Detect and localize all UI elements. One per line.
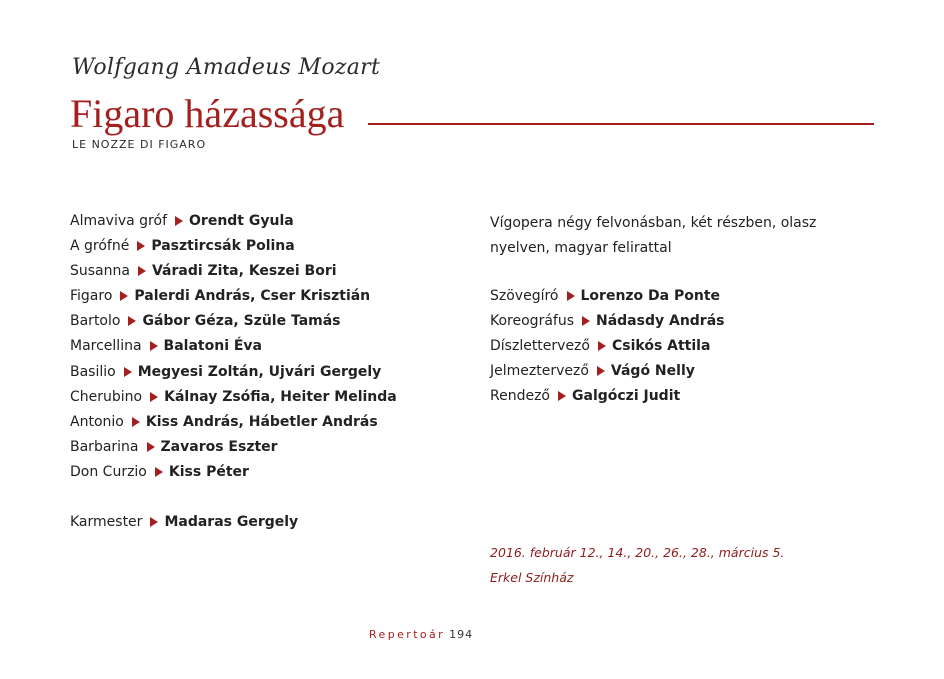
role-label: Karmester	[70, 514, 143, 531]
arrow-icon	[150, 341, 158, 351]
composer-name: Wolfgang Amadeus Mozart	[72, 55, 381, 80]
role-label: Jelmeztervező	[490, 363, 589, 380]
page-number: 194	[449, 628, 474, 641]
creator-row	[490, 286, 880, 311]
title-rule	[368, 123, 874, 125]
cast-row	[70, 311, 397, 336]
performer-name: Megyesi Zoltán, Ujvári Gergely	[137, 363, 382, 380]
performer-name: Kiss András, Hábetler András	[145, 413, 378, 430]
original-title: LE NOZZE DI FIGARO	[72, 138, 207, 151]
section-name: Repertoár	[369, 628, 446, 641]
cast-row	[70, 336, 397, 361]
arrow-icon	[138, 266, 146, 276]
creator-name: Csikós Attila	[611, 338, 711, 355]
creator-row	[490, 336, 880, 361]
page-title: Figaro házassága	[70, 91, 345, 136]
opera-description: Vígopera négy felvonásban, két részben, olasz nyelven, magyar felirattal	[490, 215, 817, 256]
performer-name: Palerdi András, Cser Krisztián	[134, 288, 371, 305]
creator-row	[490, 311, 880, 336]
role-label: Cherubino	[70, 388, 143, 405]
cast-row	[70, 387, 397, 412]
performance-info	[490, 540, 784, 590]
performer-name: Kálnay Zsófia, Heiter Melinda	[164, 388, 397, 405]
performer-name: Orendt Gyula	[189, 213, 294, 229]
arrow-icon	[128, 316, 136, 326]
arrow-icon	[132, 417, 140, 427]
arrow-icon	[175, 216, 183, 226]
role-label: Susanna	[70, 263, 130, 280]
creator-name: Vágó Nelly	[610, 363, 695, 380]
role-label: Barbarina	[70, 438, 139, 455]
role-label: Koreográfus	[490, 313, 574, 330]
performer-name: Zavaros Eszter	[160, 438, 278, 455]
performer-name: Gábor Géza, Szüle Tamás	[142, 313, 341, 330]
role-label: Antonio	[70, 413, 124, 430]
spacer	[490, 261, 880, 286]
role-label: Basilio	[70, 363, 116, 380]
role-label: Díszlettervező	[490, 338, 590, 355]
spacer	[70, 487, 397, 512]
cast-row	[70, 412, 397, 437]
arrow-icon	[582, 316, 590, 326]
arrow-icon	[150, 517, 158, 527]
role-label: Rendező	[490, 388, 550, 405]
role-label: Don Curzio	[70, 463, 147, 480]
performer-name: Kiss Péter	[168, 463, 249, 480]
role-label: A grófné	[70, 238, 130, 255]
cast-row	[70, 211, 397, 236]
role-label: Almaviva gróf	[70, 213, 168, 229]
arrow-icon	[120, 291, 128, 301]
cast-row	[70, 261, 397, 286]
cast-row	[70, 437, 397, 462]
arrow-icon	[598, 341, 606, 351]
venue: Erkel Színház	[490, 570, 574, 585]
role-label: Bartolo	[70, 313, 121, 330]
arrow-icon	[147, 442, 155, 452]
cast-row	[70, 286, 397, 311]
conductor-row	[70, 512, 397, 537]
production-info	[490, 211, 880, 412]
role-label: Marcellina	[70, 338, 142, 355]
arrow-icon	[567, 291, 575, 301]
performer-name: Pasztircsák Polina	[151, 238, 295, 255]
arrow-icon	[124, 367, 132, 377]
arrow-icon	[155, 467, 163, 477]
cast-row	[70, 236, 397, 261]
arrow-icon	[150, 392, 158, 402]
cast-list	[70, 211, 397, 537]
arrow-icon	[597, 366, 605, 376]
arrow-icon	[137, 241, 145, 251]
cast-row	[70, 462, 397, 487]
role-label: Figaro	[70, 288, 113, 305]
creator-row	[490, 386, 880, 411]
arrow-icon	[558, 391, 566, 401]
performer-name: Váradi Zita, Keszei Bori	[151, 263, 337, 280]
creator-name: Nádasdy András	[596, 313, 725, 330]
performance-dates: 2016. február 12., 14., 20., 26., 28., március 5.	[490, 545, 785, 560]
creator-name: Galgóczi Judit	[572, 388, 681, 405]
creator-name: Lorenzo Da Ponte	[580, 288, 721, 305]
cast-row	[70, 362, 397, 387]
page-footer	[369, 628, 473, 641]
performer-name: Balatoni Éva	[163, 338, 262, 355]
role-label: Szövegíró	[490, 288, 559, 305]
performer-name: Madaras Gergely	[164, 514, 299, 531]
creator-row	[490, 361, 880, 386]
